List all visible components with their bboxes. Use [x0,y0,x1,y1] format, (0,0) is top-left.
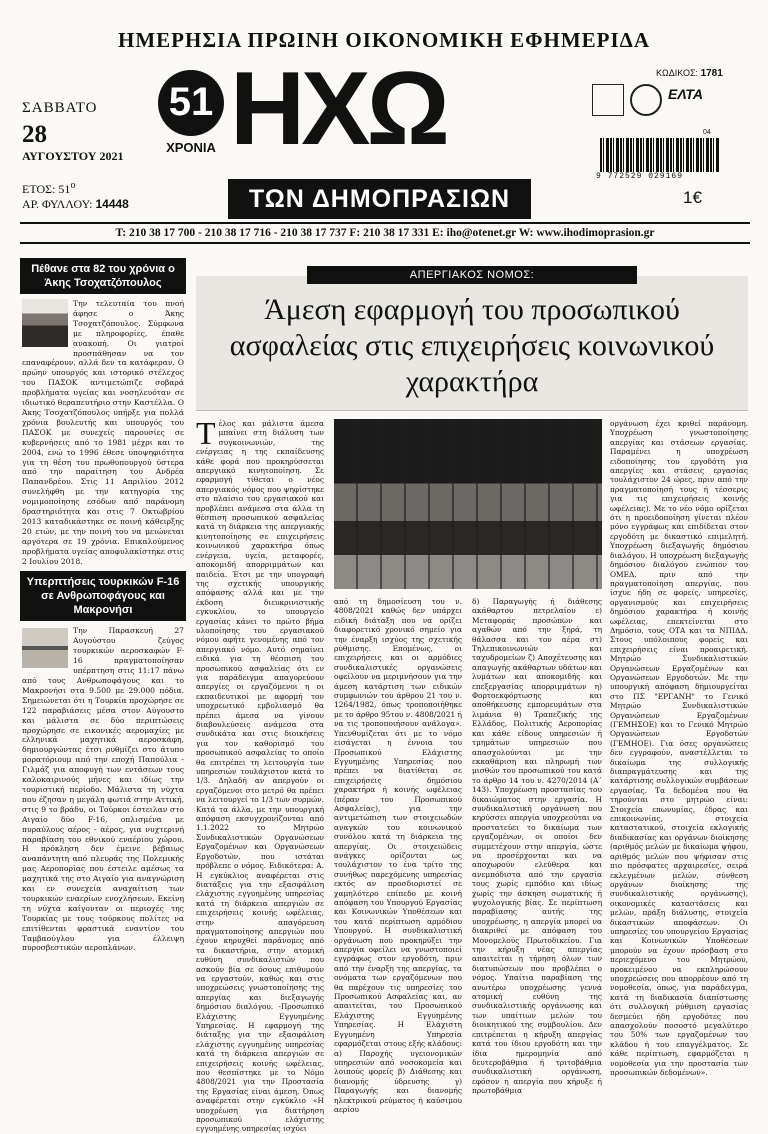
sidebar-story1-title: Πέθανε στα 82 του χρόνια ο Άκης Τσοχατζόπουλος [20,258,186,294]
article-column-1 [196,415,324,1134]
article-body [196,415,748,1134]
sidebar-story2 [20,621,186,958]
article-col1-text: έλος και μάλιστα άμεσα μπαίνει στη διάλυση των συγκοινωνιών, της ενέργειας η της εκπαίδευσης κάθε φορά που προκηρύσσεται απεργιακό κινητοποίηση. Σε εφαρμογή τίθεται ο νέος απεργιακός νόμος που ψηφίστηκε στο πλαίσιο του εργασιακού και προβλέπει ανάμεσα στα άλλα τη θέσπιση προσωπικού ασφαλείας κατά τη διάρκεια της απεργιακής κινητοποίησης σε επιχειρήσεις κοινωνικού χαρακτήρα όπως ενέργεια, υγεία, μεταφορές, αποκομιδή απορριμμάτων και παιδεία. Έτσι με την υπογραφή της σχετικής υπουργικής απόφασης αλλά και με την έκδοση διευκρινιστικής εγκυκλίου, το υπουργείο εργασίας κάνει το πρώτο βήμα υλοποίησης του εργασιακού νόμου αφήτε γενομένης από τον απεργιακό νόμο. Αυτό σημαίνει ειδικά για τη θέσπιση του προσωπικού ασφαλείας ότι εν για παράδειγμα απαγορεύουν απεργίες οι εργαζόμενοι η οι εκπαιδευτικοί με αφορμή τον υποχρεωτικό εμβολιασμό θα πρέπει άμεσα να γίνουν διαβουλεύσεις ανάμεσα στα συνδικάτα και στις διοικήσεις για τον καθορισμό του προσωπικού ασφαλείας το οποίο θα επιτρέπει τη λειτουργία των υπηρεσιών τουλάχιστον κατά το 1/3. Δηλαδή αν απεργούν οι εργαζόμενοι στο μετρό θα πρέπει να λειτουργεί το 1/3 των συρμών. Κατά τα άλλα, με την υπουργική απόφαση εκσυγχρονίζονται από 1.1.2022 το Μητρώο Συνδικαλιστικών Οργανώσεων Εργαζομένων και Οργανώσεων Εργοδοτών, που ιστάται πρόβλεπε ο νόμος. Ειδικότερα: Α. Η εγκύκλιος αναφέρεται στις διατάξεις για την εξασφάλιση ελάχιστης εγγυημένης υπηρεσίας κατά τη διάρκεια απεργιών σε επιχειρήσεις κοινής ωφέλειας, στην απαγόρευση πραγματοποίησης απεργιών που έχουν κηρυχθεί παράνομες από τα δικαστήρια, στην ατομική ευθύνη συνδικαλιστών που ασκούν βία σε όσους επιθυμούν να εργαστούν, καθώς και στις υποχρεώσεις γνωστοποίησης της απεργίας και διεξαγωγής δημόσιου διαλόγου. -Προσωπικό Ελάχιστης Εγγυημένης Υπηρεσίας. Η εφαρμογή της διάταξης για την εξασφάλιση ελάχιστης εγγυημένης υπηρεσίας κατά τη διάρκεια απεργιών σε επιχειρήσεις κοινής ωφέλειας, που θεσπίστηκε με το Νόμο 4808/2021 για την Προστασία της Εργασίας είναι άμεση. Όπως αναφέρεται στην εγκύκλιο «Η υποχρέωση για διατήρηση προσωπικού ελάχιστης εγγυημένης υπηρεσίας ισχύει [196,419,324,1134]
issue-label: ΑΡ. ΦΥΛΛΟΥ: [22,197,93,211]
article-headline: Άμεση εφαρμογή του προσωπικού ασφαλείας στις επιχειρήσεις κοινωνικού χαρακτήρα [196,276,748,411]
newspaper-tagline: ΗΜΕΡΗΣΙΑ ΠΡΩΙΝΗ ΟΙΚΟΝΟΜΙΚΗ ΕΦΗΜΕΡΙΔΑ [118,28,650,52]
dropcap: Τ [196,415,216,451]
sidebar-story2-body: Την Παρασκευή 27 Αυγούστου ζεύγος τουρκικών αεροσκαφών F-16 πραγματοποίησαν υπέρπτηση στις 11:17 πάνω από τους Ανθρωποφάγους και το Μακρονήσι στα 9.500 με 29.000 πόδια. Σημειώνεται ότι η Τουρκία προχώρησε σε 122 παραβιάσεις μέσα στον Αύγουστο και μάλιστα σε δύο περιπτώσεις προχώρησε σε εικονικές αερομαχίες με ελληνικά μαχητικά αεροσκάφη, δημιουργώντας έτσι ρυθμίζει στο άτυπο μορατόριουμ από την εποχή Παπούλια - Γιλμάζ για αποφυγή των εντάσεων τους καλοκαιρινούς μήνες και ιδίως την τουριστική περίοδο. Μάλιστα τη νύχτα που έζησαν η μεγάλη φωτιά στην Αττική, στις 9 το βράδυ, οι Τούρκοι έστειλαν στο Αιγαίο δύο F-16, οπλισμένα με πυραύλους αέρος - αέρος, για νυχτερινή παραβίαση του εθνικού εναέριου χώρου. Η πρόκληση δεν έμεινε βέβαιως αναπάντητη από πλευράς της Πολεμικής μας Αεροπορίας που έστειλε αμέσως τα μαχητικά της στο Αιγαίο για αναγνώριση και εν συνεχεία αναχαίτιση των τουρκικών εναερίων ενοχλήσεων. Εκείνη τη νύχτα καίγονταν οι περιοχές της Τουρκίας με τους τούρκους πολίτες να επιτίθενται φραστικά εναντίον του Ταμβαούγλου για έλλειψη πυροσβεστικών αεροπλάνων. [22,626,184,953]
code-info [656,68,723,79]
newspaper-logo: ΗΧΩ [230,51,446,167]
year-label: ΕΤΟΣ: 51 [22,182,71,196]
contact-bar: Τ: 210 38 17 700 - 210 38 17 716 - 210 38 17 737 F: 210 38 17 331 E: iho@otenet.gr W: www.ihodimoprasion.gr [20,222,750,244]
barcode-issue: 04 [703,129,711,136]
circle-seal-icon [630,84,662,116]
barcode-icon [600,138,720,172]
month-year: ΑΥΓΟΥΣΤΟΥ 2021 [22,149,124,163]
sidebar-story1 [20,294,186,571]
anniversary-badge: 51 [158,70,224,136]
weekday: ΣΑΒΒΑΤΟ [22,100,98,116]
seal-icon [592,84,624,116]
year-suffix: ο [70,180,76,191]
issue-info [22,178,129,212]
date-number: 28 [22,121,47,148]
date-block [22,100,123,164]
portrait-photo [22,299,68,347]
article-photo [334,419,602,589]
sidebar-story2-title: Υπερπτήσεις τουρκικών F-16 σε Ανθρωποφάγους και Μακρονήσι [20,571,186,621]
anniversary-label: ΧΡΟΝΙΑ [166,140,216,155]
article-kicker: ΑΠΕΡΓΙΑΚΟΣ ΝΟΜΟΣ: [307,266,637,284]
article-column-4: οργάνωση έχει κριθεί παράνομη. Υποχρέωση γνωστοποίησης απεργίας και στάσεων εργασίας. Παραμένει η υποχρέωση ειδοποίησης του εργοδότη για απεργίες και στάσεις εργασίας τουλάχιστον 24 ώρες, πριν από την πραγματοποίησή τους ή τέσσερις για τις επιχειρήσεις κοινής ωφέλειας). Με το νέο νόμο ορίζεται ότι η προειδοποίηση γίνεται πλέον μόνο εγγράφως και επιδίδεται στον εργοδότη με δικαστικό επιμελητή. Υποχρέωση διεξαγωγής δημόσιου διαλόγου. Η υποχρέωση διεξαγωγής δημόσιου διαλόγου ενώπιον του ΟΜΕΔ, πριν από την πραγματοποίηση απεργίας, που ίσχυε ήδη σε φορείς, υπηρεσίες, οργανισμούς και επιχειρήσεις δημόσιου χαρακτήρα ή κοινής ωφέλειας, επεκτείνεται στο Δημόσιο, τους ΟΤΑ και τα ΝΠΙΔΔ. Στους υπόλοιπους φορείς και επιχειρήσεις είναι προαιρετική. Μητρώο Συνδικαλιστικών Οργανώσεων Εργαζομένων και Οργανώσεων Εργοδοτών. Με την υπουργική απόφαση δημιουργείται στο ΠΣ "ΕΡΓΑΝΗ" το Γενικό Μητρώο Συνδικαλιστικών Οργανώσεων Εργαζομένων (ΓΕΜΗΣΟΕ) και το Γενικό Μητρώο Οργανώσεων Εργοδοτών (ΓΕΜΗΟΕ). Για όσες οργανώσεις δεν εγγραφούν, αναστέλλεται το δικαίωμα της συλλογικής διαπραγμάτευσης και της κατάρτισης συλλογικών συμβάσεων εργασίας. Τα δεδομένα που θα τηρούνται στο μητρώο είναι: Στοιχεία επωνυμίας, έδρας και επικοινωνίας, στοιχεία καταστατικού, στοιχεία εκλογικής διαδικασίας και οργάνων διοίκησης (αριθμός μελών με δικαίωμα ψήφου, αριθμός μελών που ψήφισαν στις πιο πρόσφατες αρχαιρεσίες, σειρά εκλεγμένων μελών, σύνθεση οργάνων διοίκησης της συνδικαλιστικής οργάνωσης), οικονομικές καταστάσεις και μελών, πράξη διάλυσης, στοιχεία δικαστικών αποφάσεων. Οι υπηρεσίες του υπουργείου Εργασίας και Κοινωνικών Υποθέσεων μπορούν να έχουν πρόσβαση στο περιεχόμενο του Μητρώου, προκειμένου να εκπληρώσουν υποχρεώσεις που απορρέουν από τη νομοθεσία, όπως, για παράδειγμα, κατά τη διαδικασία διαπίστωσης ότι συλλογική ρύθμιση εργασίας δεσμεύει ήδη εργοδότες που απασχολούν ποσοστό μεγαλύτερο του 50% των εργαζομένων του κλάδου ή του επαγγέλματος. Σε κάθε περίπτωση, εφαρμόζεται η νομοθεσία για την προστασία των προσωπικών δεδομένων». [610,419,748,1078]
main-article [196,258,748,1134]
article-column-3: δ) Παραγωγής ή διάθεσης ακάθαρτου πετρελαίου ε) Μεταφοράς προσώπων και αγαθών από την ξηρά, τη θάλασσα και τον αέρα στ) Τηλεπικοινωνιών και ταχυδρομείων ζ) Αποχέτευσης και απαγωγής ακάθαρτων υδάτων και λυμάτων και αποκομιδής και επεξεργασίας απορριμμάτων η) Φορτοεκφόρτωσης και αποθήκευσης εμπορευμάτων στα λιμάνια θ) Τραπεζικής της Ελλάδος, Πολιτικής Αεροπορίας και κάθε είδους υπηρεσιών ή τμημάτων υπηρεσιών που απασχολούνται με την εκκαθάριση και πληρωμή των μισθών του προσωπικού του κατά το άρθρο 14 του ν. 4270/2014 (Α΄ 143). Υποχρέωση προστασίας του δικαιώματος στην εργασία. Η συνδικαλιστική οργάνωση που κηρύσσει απεργία υποχρεούται να προστατεύει το δικαίωμα των εργαζομένων, οι οποίοι δεν συμμετέχουν στην απεργία, ώστε να προσέρχονται και να αποχωρούν ελεύθερα και ανεμπόδιστα από την εργασία τους χωρίς εμπόδιο και ιδίως χωρίς την άσκηση σωματικής ή ψυχολογικής βίας. Σε περίπτωση παραβίασης αυτής της υποχρέωσης, η απεργία μπορεί να διακριθεί με απόφαση του Μονομελούς Πρωτοδικείου. Για την κήρυξη νέας απεργίας απαιτείται η τήρηση όλων των διατυπώσεων που προβλέπει ο νόμος. Υπαίτια παραβίαση της ανωτέρω υποχρέωσης γεννά ατομική ευθύνη της συνδικαλιστικής οργάνωσης και των υπαίτιων μελών του διοικητικού της συμβουλίου. Δεν επιτρέπεται η κήρυξη απεργίας κατά του ίδιου εργοδότη και την ίδια ημερομηνία από δευτεροβάθμια ή τριτοβάθμια συνδικαλιστική οργάνωση, εφόσον η απεργία που κήρυξε ή πρωτοβάθμια [472,597,602,1096]
jet-photo [22,628,68,668]
elta-logo: ΕΛΤΑ [668,86,704,102]
price: 1€ [683,188,702,207]
article-column-2: από τη δημοσίευση του ν. 4808/2021 καθώς δεν υπάρχει ειδική διάταξη που να ορίζει διαφορετικό χρονικό σημείο για την έναρξη ισχύος της σχετικής ρύθμισης. Επομένως, οι επιχειρήσεις και οι αρμόδιες συνδικαλιστικές οργανώσεις οφείλουν να μεριμνήσουν για την άμεση κατάρτιση των ειδικών συμφωνιών του άρθρου 21 του ν. 1264/1982, όπως τροποποιήθηκε με το άρθρο 95του ν. 4808/2021 ή να τις τροποποιήσουν ανάλογα». Υπενθυμίζεται ότι με το νόμο εισάγεται η έννοια του Προσωπικού Ελάχιστης Εγγυημένης Υπηρεσίας που πρέπει να διατίθεται σε επιχειρήσεις δημόσιου χαρακτήρα ή κοινής ωφέλειας (πέραν του Προσωπικού Ασφαλείας), για την αντιμετώπιση των στοιχειωδών αναγκών του κοινωνικού συνόλου κατά τη διάρκεια της απεργίας. Οι στοιχειώδεις ανάγκες ορίζονται ως τουλάχιστον το ένα τρίτο της συνήθως παρεχόμενης υπηρεσίας εκτός αν προσδιοριστεί σε χαμηλότερο επίπεδο με κοινή απόφαση του Υπουργού Εργασίας και Κοινωνικών Υποθέσεων και του κατά περίπτωση αρμόδιου Υπουργού. Η συνδικαλιστική οργάνωση που προκηρύξει την απεργία οφείλει να γνωστοποιεί εγγράφως στον εργοδότη, πριν από την έναρξη της απεργίας, τα ονόματα των εργαζόμενων που θα παρέχουν τις υπηρεσίες του Προσωπικού Ασφαλείας και, αν απαιτείται, του Προσωπικού Ελάχιστης Εγγυημένης Υπηρεσίας. Η Ελάχιστη Εγγυημένη Υπηρεσία εφαρμόζεται στους εξής κλάδους: α) Παροχής υγειονομικών υπηρεσιών από νοσοκομεία και λοιπούς φορείς β) Διάθεσης και διανομής ύδρευσης γ) Παραγωγής και διανομής ηλεκτρικού ρεύματος ή καύσιμου αερίου [334,597,462,1114]
code-value: 1781 [700,68,723,79]
code-label: ΚΩΔΙΚΟΣ: [656,68,699,78]
sidebar [20,258,186,953]
issue-number: 14448 [95,197,129,211]
newspaper-subtitle: ΤΩΝ ΔΗΜΟΠΡΑΣΙΩΝ [228,179,531,219]
partner-logos [592,84,742,118]
sidebar-story1-body: Την τελευταία του πνοή άφησε ο Άκης Τσοχατζόπουλος. Σύμφωνα με πληροφορίες, έπαθε ανακοπή. Οι γιατροί προσπάθησαν να τον επαναφέρουν, αλλά δεν τα κατάφεραν. Ο πρώην υπουργός και ιστορικό στέλεχος του ΠΑΣΟΚ αντιμετώπιζε σοβαρά προβλήματα υγείας και νοσηλευόταν σε ιδιωτικό θεραπευτήριο στην Καστέλλα. Ο Άκης Τσοχατζόπουλος υπήρξε για πολλά χρόνια βουλευτής και υπουργός του ΠΑΣΟΚ με συνεχείς παρουσίες σε κυβερνήσεις από το 1981 μέχρι και το 2004, ενώ το 1996 έθεσε υποψηφιότητα για τη θέση του πρωθυπουργού ύστερα από την παραίτηση του Ανδρέα Παπανδρέου. Στις 11 Απριλίου 2012 συνελήφθη με την κατηγορία της νομιμοποίησης εσόδων από παράνομη δραστηριότητα και στις 7 Οκτωβρίου 2013 καταδικάστηκε σε ποινή κάθειρξης 20 ετών, με την ποινή του να μειώνεται αργότερα σε 19 χρόνια. Επικαλούμενος προβλήματα υγείας αποφυλακίστηκε στις 2 Ιουλίου 2018. [22,299,184,566]
barcode-number: 9 772529 029169 [596,172,684,181]
